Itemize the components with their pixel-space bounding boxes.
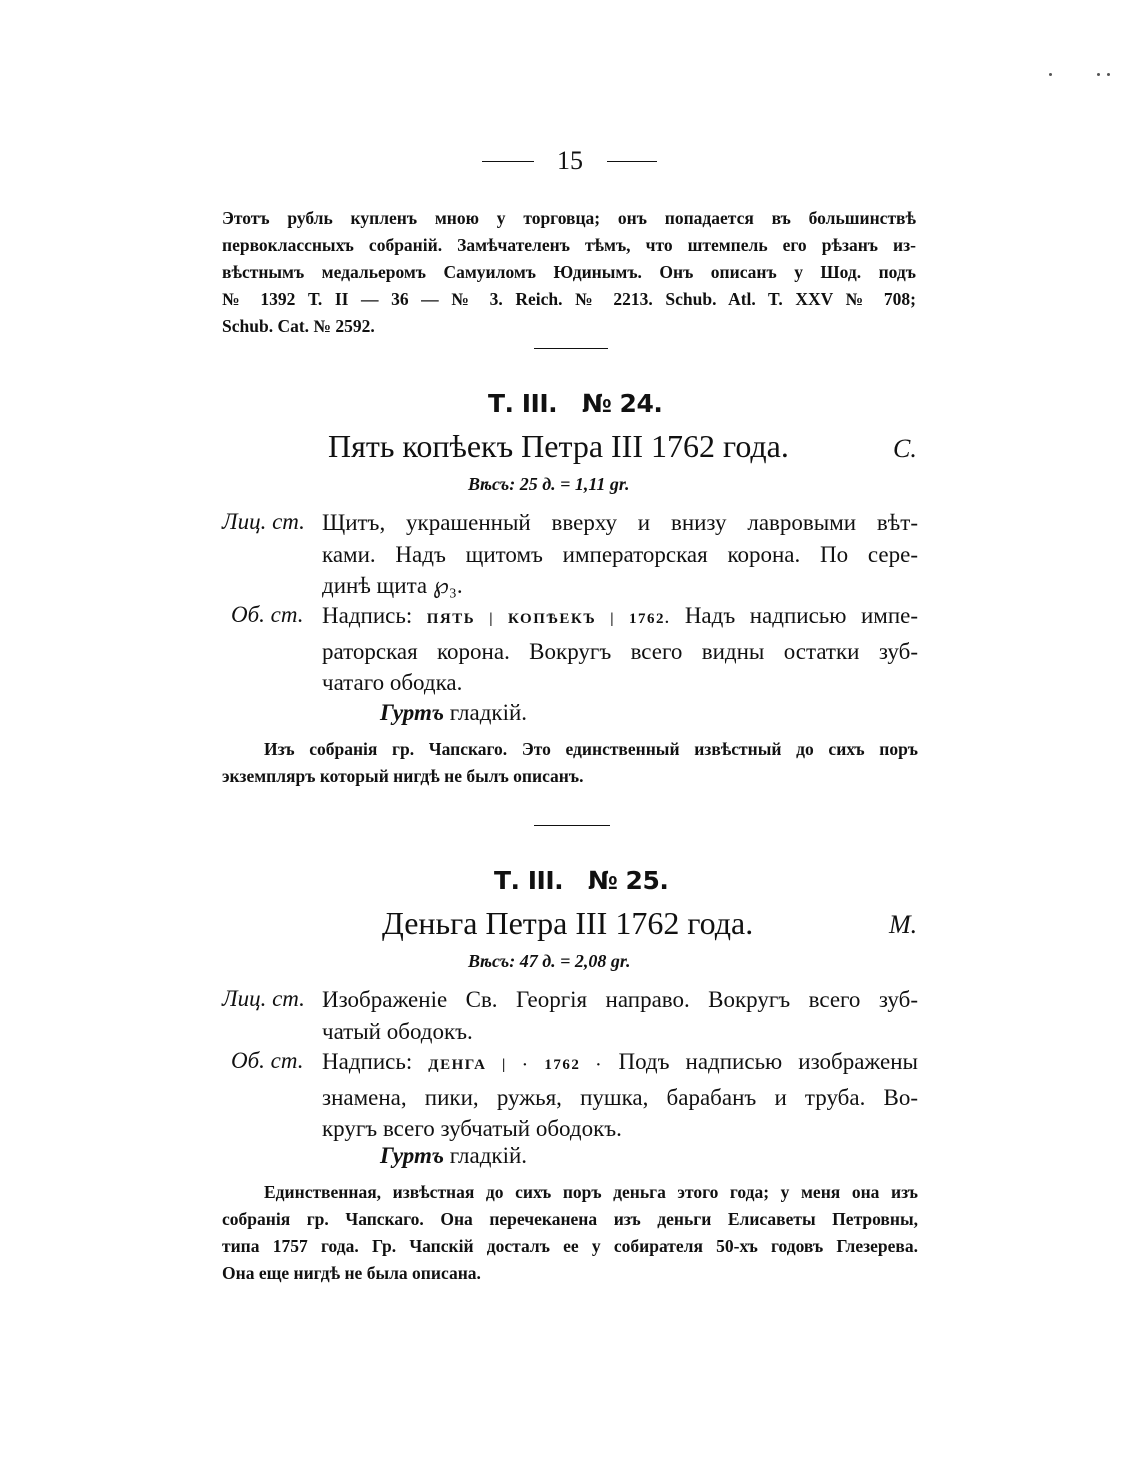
reverse-line-1 bbox=[322, 1046, 918, 1082]
entry-weight: Вѣсъ: 47 д. = 2,08 gr. bbox=[468, 951, 631, 971]
scan-speck bbox=[1049, 73, 1052, 76]
edge-value: гладкій. bbox=[449, 700, 528, 725]
reverse-prefix: Надпись: bbox=[322, 603, 413, 628]
entry-grade: M. bbox=[889, 910, 918, 939]
page-number-rule-left bbox=[482, 161, 534, 162]
entry-weight: Вѣсъ: 25 д. = 1,11 gr. bbox=[468, 474, 630, 494]
entry-note bbox=[222, 1179, 918, 1287]
obverse-line: Изображеніе Св. Георгія направо. Вокругъ всего зуб- bbox=[322, 987, 918, 1012]
reverse-line: раторская корона. Вокругъ всего видны остатки зуб- bbox=[322, 638, 918, 664]
reverse-inscription: ДЕНГА | · 1762 · bbox=[428, 1057, 603, 1073]
intro-paragraph bbox=[222, 205, 916, 340]
reverse-line-1-rest: Надъ надписью импе- bbox=[684, 603, 919, 628]
scan-speck bbox=[1097, 73, 1100, 76]
edge-line bbox=[380, 1143, 527, 1169]
scan-speck bbox=[1107, 73, 1110, 76]
obverse-label: Лиц. ст. bbox=[222, 986, 305, 1011]
intro-line: вѣстнымъ медальеромъ Самуиломъ Юдинымъ. Онъ описанъ у Шод. подъ bbox=[222, 262, 916, 282]
edge-label: Гуртъ bbox=[380, 1143, 445, 1168]
reverse-label: Об. ст. bbox=[231, 602, 304, 627]
obverse-line: чатый ободокъ. bbox=[322, 1018, 473, 1044]
obverse-line: динѣ щита ℘₃. bbox=[322, 573, 463, 598]
obverse-label: Лиц. ст. bbox=[222, 509, 305, 534]
obverse-description bbox=[322, 984, 918, 1047]
reverse-label: Об. ст. bbox=[231, 1048, 304, 1073]
obverse-line: Щитъ, украшенный вверху и внизу лавровыми вѣт- bbox=[322, 510, 918, 535]
reverse-description bbox=[322, 1046, 918, 1145]
note-line: экземпляръ который нигдѣ не былъ описанъ. bbox=[222, 766, 584, 786]
note-line: типа 1757 года. Гр. Чапскій досталъ ее у собирателя 50-хъ годовъ Глезерева. bbox=[222, 1236, 918, 1256]
section-divider bbox=[534, 348, 608, 349]
obverse-description bbox=[322, 507, 918, 602]
reverse-line-1 bbox=[322, 600, 918, 636]
section-divider bbox=[534, 825, 610, 826]
edge-label: Гуртъ bbox=[380, 700, 445, 725]
reverse-line: чатаго ободка. bbox=[322, 670, 463, 695]
entry-grade: C. bbox=[893, 434, 917, 463]
entry-title: Деньга Петра III 1762 года. bbox=[382, 905, 754, 941]
intro-line: Этотъ рубль купленъ мною у торговца; онъ попадается въ большинствѣ bbox=[222, 208, 916, 228]
note-line: Изъ собранія гр. Чапскаго. Это единственный извѣстный до сихъ поръ bbox=[264, 739, 918, 759]
reverse-inscription: ПЯТЬ | КОПѢЕКЪ | 1762. bbox=[426, 611, 671, 627]
reverse-line: знамена, пики, ружья, пушка, барабанъ и труба. Во- bbox=[322, 1084, 918, 1110]
page-number-rule-right bbox=[607, 161, 657, 162]
entry-heading: Т. III. № 25. bbox=[494, 866, 669, 895]
intro-line: Schub. Cat. № 2592. bbox=[222, 316, 375, 336]
note-line: Единственная, извѣстная до сихъ поръ деньга этого года; у меня она изъ bbox=[264, 1182, 918, 1202]
intro-line: № 1392 Т. II — 36 — № 3. Reich. № 2213. Schub. Atl. T. XXV № 708; bbox=[222, 289, 916, 309]
obverse-line: ками. Надъ щитомъ императорская корона. По сере- bbox=[322, 541, 918, 567]
intro-line: первоклассныхъ собраній. Замѣчателенъ тѣмъ, что штемпель его рѣзанъ из- bbox=[222, 235, 916, 255]
note-line: собранія гр. Чапскаго. Она перечеканена изъ деньги Елисаветы Петровны, bbox=[222, 1209, 918, 1229]
entry-heading: Т. III. № 24. bbox=[488, 389, 663, 418]
page-number: 15 bbox=[557, 146, 583, 175]
edge-value: гладкій. bbox=[449, 1143, 528, 1168]
entry-title: Пять копѣекъ Петра III 1762 года. bbox=[328, 428, 789, 464]
reverse-prefix: Надпись: bbox=[322, 1049, 413, 1074]
reverse-line: кругъ всего зубчатый ободокъ. bbox=[322, 1116, 622, 1141]
reverse-line-1-rest: Подъ надписью изображены bbox=[618, 1049, 918, 1074]
reverse-description bbox=[322, 600, 918, 699]
entry-note bbox=[222, 736, 918, 790]
edge-line bbox=[380, 700, 527, 726]
note-line: Она еще нигдѣ не была описана. bbox=[222, 1263, 481, 1283]
